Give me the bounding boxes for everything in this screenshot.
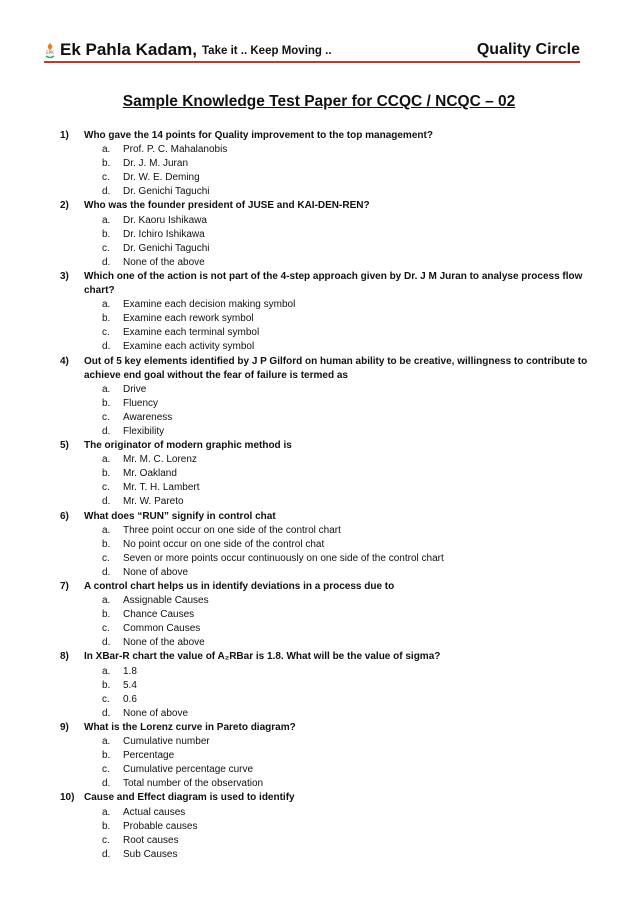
question-text: What does “RUN” signify in control chat bbox=[84, 510, 276, 522]
option-text: None of above bbox=[123, 566, 189, 578]
brand bbox=[44, 40, 332, 60]
question bbox=[60, 791, 598, 805]
option-letter: b. bbox=[102, 468, 111, 480]
option-letter: a. bbox=[102, 454, 111, 466]
answer-option bbox=[60, 763, 598, 777]
option-text: Dr. Ichiro Ishikawa bbox=[123, 228, 205, 240]
option-text: Examine each decision making symbol bbox=[123, 299, 296, 311]
svg-text:EPK: EPK bbox=[46, 50, 54, 55]
option-text: Prof. P. C. Mahalanobis bbox=[123, 144, 228, 156]
option-letter: a. bbox=[102, 665, 111, 677]
answer-option bbox=[60, 735, 598, 749]
option-text: Dr. W. E. Deming bbox=[123, 172, 200, 184]
option-letter: b. bbox=[102, 538, 111, 550]
answer-option bbox=[60, 679, 598, 693]
answer-option bbox=[60, 566, 598, 580]
answer-option bbox=[60, 312, 598, 326]
question-number: 7) bbox=[60, 581, 69, 592]
answer-option bbox=[60, 749, 598, 763]
answer-option bbox=[60, 397, 598, 411]
answer-option bbox=[60, 594, 598, 608]
option-text: Mr. W. Pareto bbox=[123, 496, 184, 508]
question-text: Out of 5 key elements identified by J P Gilford on human ability to be creative, willingness to contribute to achieve end goal without the fear of failure is termed as bbox=[84, 355, 588, 381]
answer-option bbox=[60, 693, 598, 707]
answer-option bbox=[60, 552, 598, 566]
option-letter: b. bbox=[102, 158, 111, 170]
option-text: Dr. Genichi Taguchi bbox=[123, 186, 210, 198]
question-text: The originator of modern graphic method is bbox=[84, 440, 292, 452]
question-text: In XBar-R chart the value of A₂RBar is 1.8. What will be the value of sigma? bbox=[84, 651, 441, 663]
answer-option bbox=[60, 524, 598, 538]
option-text: Dr. Kaoru Ishikawa bbox=[123, 214, 207, 226]
option-text: 1.8 bbox=[123, 665, 137, 677]
answer-option bbox=[60, 171, 598, 185]
question-number: 9) bbox=[60, 721, 69, 733]
option-letter: d. bbox=[102, 425, 111, 437]
question-number: 1) bbox=[60, 130, 69, 141]
option-text: 0.6 bbox=[123, 693, 137, 705]
question bbox=[60, 439, 598, 453]
question-number: 6) bbox=[60, 510, 69, 522]
answer-option bbox=[60, 326, 598, 340]
option-text: Mr. T. H. Lambert bbox=[123, 482, 200, 494]
answer-option bbox=[60, 777, 598, 791]
option-letter: a. bbox=[102, 299, 111, 311]
option-text: No point occur on one side of the control chat bbox=[123, 538, 325, 550]
question bbox=[60, 650, 598, 664]
answer-option bbox=[60, 636, 598, 650]
question-number: 4) bbox=[60, 355, 69, 367]
answer-option bbox=[60, 228, 598, 242]
option-text: Awareness bbox=[123, 411, 173, 423]
option-letter: a. bbox=[102, 144, 111, 156]
option-letter: c. bbox=[102, 623, 110, 635]
answer-option bbox=[60, 495, 598, 509]
question bbox=[60, 580, 598, 594]
option-letter: c. bbox=[102, 693, 110, 705]
option-text: Flexibility bbox=[123, 425, 165, 437]
option-letter: a. bbox=[102, 736, 111, 748]
option-letter: c. bbox=[102, 834, 110, 846]
option-letter: c. bbox=[102, 552, 110, 564]
option-text: None of the above bbox=[123, 637, 205, 649]
option-letter: d. bbox=[102, 341, 111, 353]
option-letter: a. bbox=[102, 383, 111, 395]
answer-option bbox=[60, 848, 598, 862]
question-number: 5) bbox=[60, 440, 69, 452]
option-letter: d. bbox=[102, 848, 111, 860]
option-text: Seven or more points occur continuously on one side of the control chart bbox=[123, 552, 444, 564]
answer-option bbox=[60, 411, 598, 425]
question bbox=[60, 721, 598, 735]
option-text: Assignable Causes bbox=[123, 595, 209, 607]
question-number: 2) bbox=[60, 200, 69, 212]
answer-option bbox=[60, 820, 598, 834]
question-text: Which one of the action is not part of the 4-step approach given by Dr. J M Juran to analyse process flow chart? bbox=[84, 270, 583, 297]
answer-option bbox=[60, 340, 598, 354]
option-letter: d. bbox=[102, 256, 111, 268]
option-letter: d. bbox=[102, 637, 111, 649]
option-text: Examine each terminal symbol bbox=[123, 327, 260, 339]
option-letter: d. bbox=[102, 778, 111, 790]
option-text: Fluency bbox=[123, 397, 159, 409]
option-text: Actual causes bbox=[123, 806, 186, 818]
option-letter: a. bbox=[102, 214, 111, 226]
option-letter: a. bbox=[102, 595, 111, 607]
option-text: Total number of the observation bbox=[123, 778, 264, 790]
option-text: Chance Causes bbox=[123, 609, 195, 621]
tagline: Take it .. Keep Moving .. bbox=[202, 45, 332, 57]
answer-option bbox=[60, 157, 598, 171]
option-letter: b. bbox=[102, 820, 111, 832]
option-text: Cumulative percentage curve bbox=[123, 764, 254, 776]
epk-logo-icon bbox=[44, 42, 56, 60]
option-letter: c. bbox=[102, 411, 110, 423]
answer-option bbox=[60, 214, 598, 228]
option-text: Sub Causes bbox=[123, 848, 178, 860]
option-letter: c. bbox=[102, 764, 110, 776]
option-letter: b. bbox=[102, 679, 111, 691]
answer-option bbox=[60, 453, 598, 467]
option-text: Drive bbox=[123, 383, 147, 395]
answer-option bbox=[60, 143, 598, 157]
answer-option bbox=[60, 185, 598, 199]
option-text: None of above bbox=[123, 707, 189, 719]
answer-option bbox=[60, 665, 598, 679]
option-text: None of the above bbox=[123, 256, 205, 268]
question-list bbox=[60, 129, 598, 862]
answer-option bbox=[60, 383, 598, 397]
answer-option bbox=[60, 242, 598, 256]
answer-option bbox=[60, 298, 598, 312]
option-letter: b. bbox=[102, 228, 111, 240]
option-letter: d. bbox=[102, 496, 111, 508]
answer-option bbox=[60, 608, 598, 622]
option-letter: b. bbox=[102, 750, 111, 762]
option-letter: c. bbox=[102, 327, 110, 339]
question-text: Cause and Effect diagram is used to identify bbox=[84, 792, 295, 804]
question-number: 8) bbox=[60, 651, 69, 663]
option-text: Root causes bbox=[123, 834, 179, 846]
option-text: Mr. Oakland bbox=[123, 468, 177, 480]
question bbox=[60, 199, 598, 213]
answer-option bbox=[60, 538, 598, 552]
option-letter: d. bbox=[102, 566, 111, 578]
option-text: Percentage bbox=[123, 750, 175, 762]
option-text: 5.4 bbox=[123, 679, 137, 691]
question bbox=[60, 510, 598, 524]
answer-option bbox=[60, 622, 598, 636]
question bbox=[60, 355, 598, 383]
option-letter: d. bbox=[102, 186, 111, 198]
header-right-title: Quality Circle bbox=[476, 41, 580, 58]
question-number: 10) bbox=[60, 792, 75, 804]
option-text: Common Causes bbox=[123, 623, 201, 635]
option-letter: c. bbox=[102, 172, 110, 184]
brand-name: Ek Pahla Kadam, bbox=[60, 40, 198, 59]
option-letter: b. bbox=[102, 609, 111, 621]
option-text: Examine each rework symbol bbox=[123, 313, 254, 325]
option-text: Dr. Genichi Taguchi bbox=[123, 242, 210, 254]
option-text: Mr. M. C. Lorenz bbox=[123, 454, 197, 466]
option-text: Examine each activity symbol bbox=[123, 341, 255, 353]
option-letter: b. bbox=[102, 313, 111, 325]
answer-option bbox=[60, 707, 598, 721]
question-text: Who gave the 14 points for Quality improvement to the top management? bbox=[84, 130, 433, 141]
option-text: Probable causes bbox=[123, 820, 198, 832]
option-letter: c. bbox=[102, 242, 110, 254]
answer-option bbox=[60, 425, 598, 439]
question-text: A control chart helps us in identify deviations in a process due to bbox=[84, 581, 395, 592]
page-header bbox=[44, 38, 580, 60]
header-divider bbox=[44, 61, 580, 63]
option-letter: a. bbox=[102, 806, 111, 818]
option-text: Three point occur on one side of the control chart bbox=[123, 524, 341, 536]
option-letter: d. bbox=[102, 707, 111, 719]
answer-option bbox=[60, 806, 598, 820]
option-letter: b. bbox=[102, 397, 111, 409]
answer-option bbox=[60, 834, 598, 848]
page-title: Sample Knowledge Test Paper for CCQC / NCQC – 02 bbox=[122, 93, 516, 110]
option-letter: a. bbox=[102, 524, 111, 536]
answer-option bbox=[60, 467, 598, 481]
option-letter: c. bbox=[102, 482, 110, 494]
question bbox=[60, 129, 598, 143]
option-text: Cumulative number bbox=[123, 736, 210, 748]
question-text: Who was the founder president of JUSE and KAI-DEN-REN? bbox=[84, 200, 370, 212]
question-number: 3) bbox=[60, 270, 69, 282]
answer-option bbox=[60, 256, 598, 270]
option-text: Dr. J. M. Juran bbox=[123, 158, 189, 170]
question-text: What is the Lorenz curve in Pareto diagram? bbox=[84, 721, 296, 733]
question bbox=[60, 270, 598, 298]
answer-option bbox=[60, 481, 598, 495]
